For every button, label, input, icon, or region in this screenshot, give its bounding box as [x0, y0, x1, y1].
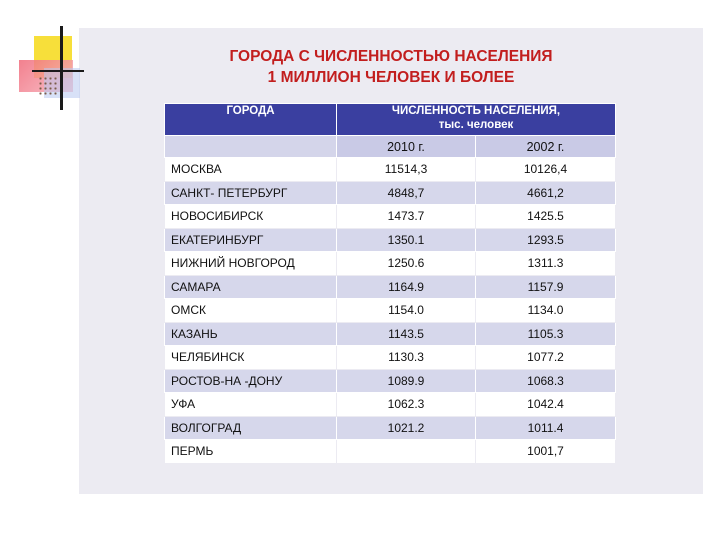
table-row	[165, 158, 616, 182]
population-2010-cell	[337, 440, 476, 464]
population-2010-cell: 1473.7	[337, 205, 476, 229]
header-cities: ГОРОДА	[165, 104, 337, 136]
city-cell: ОМСК	[165, 299, 337, 323]
table-row	[165, 393, 616, 417]
table-row	[165, 369, 616, 393]
population-2010-cell: 11514,3	[337, 158, 476, 182]
population-2010-cell: 1021.2	[337, 416, 476, 440]
city-cell: ЧЕЛЯБИНСК	[165, 346, 337, 370]
title-line-2: 1 МИЛЛИОН ЧЕЛОВЕК И БОЛЕЕ	[267, 69, 515, 86]
city-cell: ЕКАТЕРИНБУРГ	[165, 228, 337, 252]
population-2010-cell: 1143.5	[337, 322, 476, 346]
city-cell: НОВОСИБИРСК	[165, 205, 337, 229]
city-cell: НИЖНИЙ НОВГОРОД	[165, 252, 337, 276]
page-title	[79, 46, 703, 88]
table-row	[165, 416, 616, 440]
table-row	[165, 346, 616, 370]
city-cell: УФА	[165, 393, 337, 417]
population-2002-cell: 10126,4	[476, 158, 616, 182]
table-row	[165, 275, 616, 299]
header-population: ЧИСЛЕННОСТЬ НАСЕЛЕНИЯ, тыс. человек	[337, 104, 616, 136]
population-2010-cell: 1350.1	[337, 228, 476, 252]
subheader-year-2002: 2002 г.	[476, 136, 616, 158]
population-2010-cell: 1130.3	[337, 346, 476, 370]
subheader-year-2010: 2010 г.	[337, 136, 476, 158]
population-2010-cell: 1250.6	[337, 252, 476, 276]
table-row	[165, 299, 616, 323]
population-2010-cell: 4848,7	[337, 181, 476, 205]
city-cell: МОСКВА	[165, 158, 337, 182]
population-2002-cell: 1311.3	[476, 252, 616, 276]
table-row	[165, 181, 616, 205]
population-2002-cell: 1293.5	[476, 228, 616, 252]
population-2002-cell: 1105.3	[476, 322, 616, 346]
city-cell: САНКТ- ПЕТЕРБУРГ	[165, 181, 337, 205]
population-2010-cell: 1089.9	[337, 369, 476, 393]
table-row	[165, 205, 616, 229]
population-2002-cell: 1042.4	[476, 393, 616, 417]
population-2002-cell: 1068.3	[476, 369, 616, 393]
city-cell: КАЗАНЬ	[165, 322, 337, 346]
population-2002-cell: 4661,2	[476, 181, 616, 205]
subheader-blank	[165, 136, 337, 158]
population-2010-cell: 1154.0	[337, 299, 476, 323]
table-row	[165, 440, 616, 464]
city-cell: САМАРА	[165, 275, 337, 299]
title-line-1: ГОРОДА С ЧИСЛЕННОСТЬЮ НАСЕЛЕНИЯ	[229, 48, 553, 65]
population-2002-cell: 1077.2	[476, 346, 616, 370]
table-row	[165, 228, 616, 252]
city-cell: ПЕРМЬ	[165, 440, 337, 464]
city-cell: РОСТОВ-НА -ДОНУ	[165, 369, 337, 393]
city-cell: ВОЛГОГРАД	[165, 416, 337, 440]
table-row	[165, 322, 616, 346]
population-2002-cell: 1011.4	[476, 416, 616, 440]
population-table	[164, 103, 616, 464]
population-2002-cell: 1134.0	[476, 299, 616, 323]
decorative-logo-icon	[14, 26, 84, 110]
population-2002-cell: 1157.9	[476, 275, 616, 299]
population-2002-cell: 1001,7	[476, 440, 616, 464]
population-2010-cell: 1164.9	[337, 275, 476, 299]
population-2002-cell: 1425.5	[476, 205, 616, 229]
table-row	[165, 252, 616, 276]
population-2010-cell: 1062.3	[337, 393, 476, 417]
